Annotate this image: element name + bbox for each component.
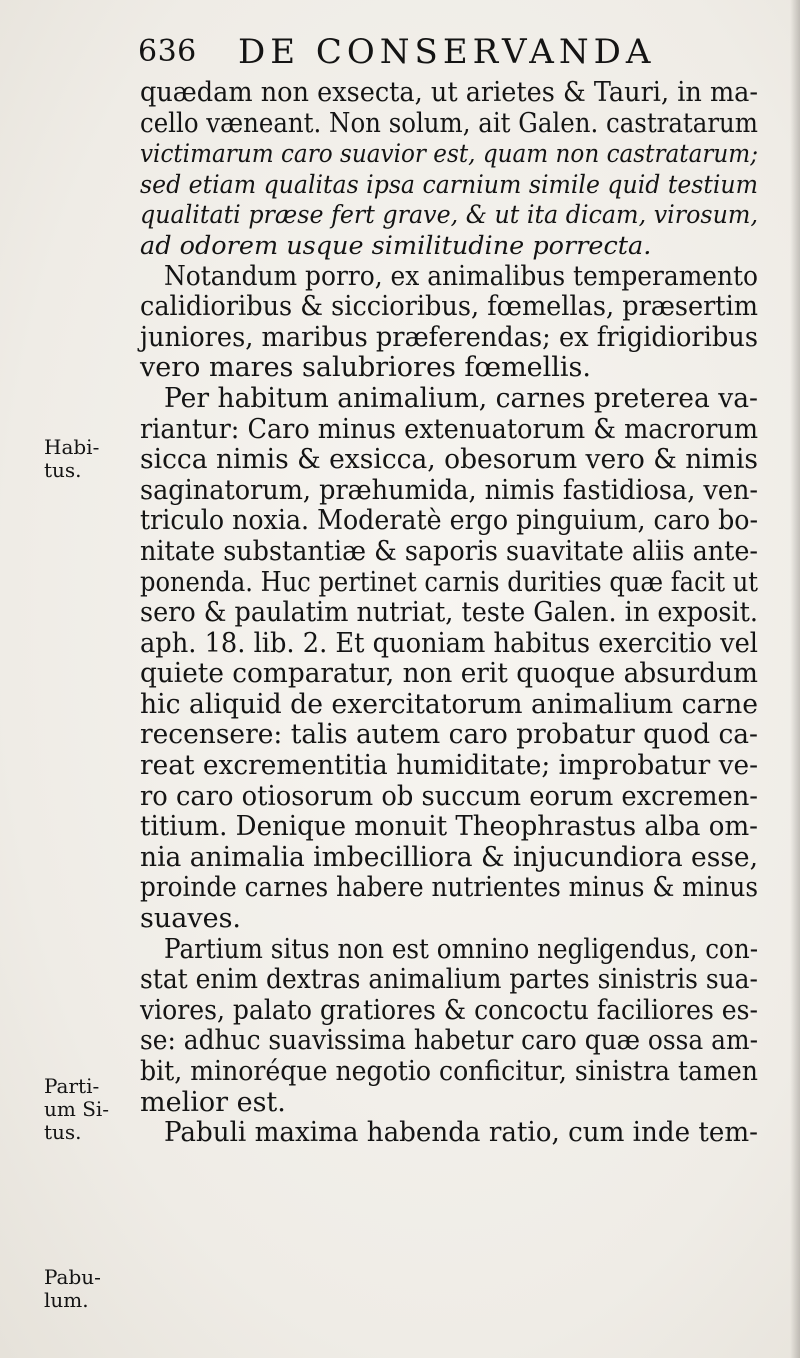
margin-note-line: Pabu- bbox=[44, 1265, 101, 1289]
margin-note-line: Habi- bbox=[44, 435, 100, 459]
text-line: reat excrementitia humiditate; improbatur ve- bbox=[140, 750, 758, 782]
body-text bbox=[140, 78, 758, 1149]
text-line: bit, minoréque negotio conficitur, sinistra tamen bbox=[140, 1056, 758, 1087]
text-line: viores, palato gratiores & concoctu faciliores es- bbox=[140, 994, 758, 1026]
margin-note-line: tus. bbox=[44, 458, 82, 482]
text-line: ad odorem usque similitudine porrecta. bbox=[140, 230, 652, 261]
text-line: Notandum porro, ex animalibus temperamento bbox=[164, 260, 759, 292]
text-line: nia animalia imbecilliora & injucundiora esse, bbox=[140, 841, 759, 873]
text-line: melior est. bbox=[140, 1086, 286, 1118]
text-line: calidioribus & siccioribus, fœmellas, præsertim bbox=[140, 291, 758, 323]
text-line: sicca nimis & exsicca, obesorum vero & nimis bbox=[140, 444, 758, 476]
text-line: Per habitum animalium, carnes preterea va- bbox=[164, 382, 759, 414]
text-line: Pabuli maxima habenda ratio, cum inde tem- bbox=[164, 1117, 758, 1149]
margin-note-line: tus. bbox=[44, 1120, 82, 1144]
margin-note-line: lum. bbox=[44, 1288, 89, 1312]
text-line: victimarum caro suavior est, quam non castratarum; bbox=[140, 139, 758, 170]
text-line: se: adhuc suavissima habetur caro quæ ossa am- bbox=[140, 1025, 758, 1057]
margin-note-partium-situs bbox=[44, 1075, 109, 1144]
text-line: sero & paulatim nutriat, teste Galen. in exposit. bbox=[140, 597, 758, 629]
text-line: proinde carnes habere nutrientes minus & minus bbox=[140, 872, 759, 904]
text-line: stat enim dextras animalium partes sinistris sua- bbox=[140, 964, 758, 996]
text-line: quædam non exsecta, ut arietes & Tauri, in ma- bbox=[140, 77, 759, 108]
margin-note-habitus bbox=[44, 436, 99, 482]
text-line: saginatorum, præhumida, nimis fastidiosa, ven- bbox=[140, 474, 758, 506]
page-edge-shadow bbox=[790, 0, 800, 1358]
text-line: vero mares salubriores fœmellis. bbox=[140, 352, 591, 384]
text-line: cello væneant. Non solum, ait Galen. castratarum bbox=[140, 107, 758, 139]
page-header bbox=[138, 30, 758, 74]
text-line: quiete comparatur, non erit quoque absurdum bbox=[140, 658, 758, 690]
text-line: Partium situs non est omnino negligendus, con- bbox=[164, 933, 759, 965]
margin-notes bbox=[0, 0, 140, 1358]
text-line: suaves. bbox=[140, 903, 242, 935]
text-line: recensere: talis autem caro probatur quod ca- bbox=[140, 719, 758, 751]
text-line: riantur: Caro minus extenuatorum & macrorum bbox=[140, 413, 759, 445]
text-line: ro caro otiosorum ob succum eorum excremen- bbox=[140, 780, 758, 812]
page-number: 636 bbox=[138, 34, 197, 69]
text-line: qualitati præse fert grave, & ut ita dicam, virosum, bbox=[140, 200, 759, 231]
margin-note-line: Parti- bbox=[44, 1074, 100, 1098]
margin-note-line: um Si- bbox=[44, 1097, 110, 1121]
text-line: juniores, maribus præferendas; ex frigidioribus bbox=[140, 321, 759, 353]
text-line: nitate substantiæ & saporis suavitate aliis ante- bbox=[140, 535, 758, 567]
text-line: hic aliquid de exercitatorum animalium carne bbox=[140, 688, 759, 720]
text-line: ponenda. Huc pertinet carnis durities quæ facit ut bbox=[140, 566, 758, 598]
text-line: triculo noxia. Moderatè ergo pinguium, caro bo- bbox=[140, 505, 759, 537]
margin-note-pabulum bbox=[44, 1266, 101, 1312]
running-title: DE CONSERVANDA bbox=[238, 32, 656, 72]
text-line: aph. 18. lib. 2. Et quoniam habitus exercitio vel bbox=[140, 627, 758, 659]
text-line: sed etiam qualitas ipsa carnium simile quid testium bbox=[140, 169, 758, 200]
text-line: titium. Denique monuit Theophrastus alba om- bbox=[140, 811, 758, 843]
